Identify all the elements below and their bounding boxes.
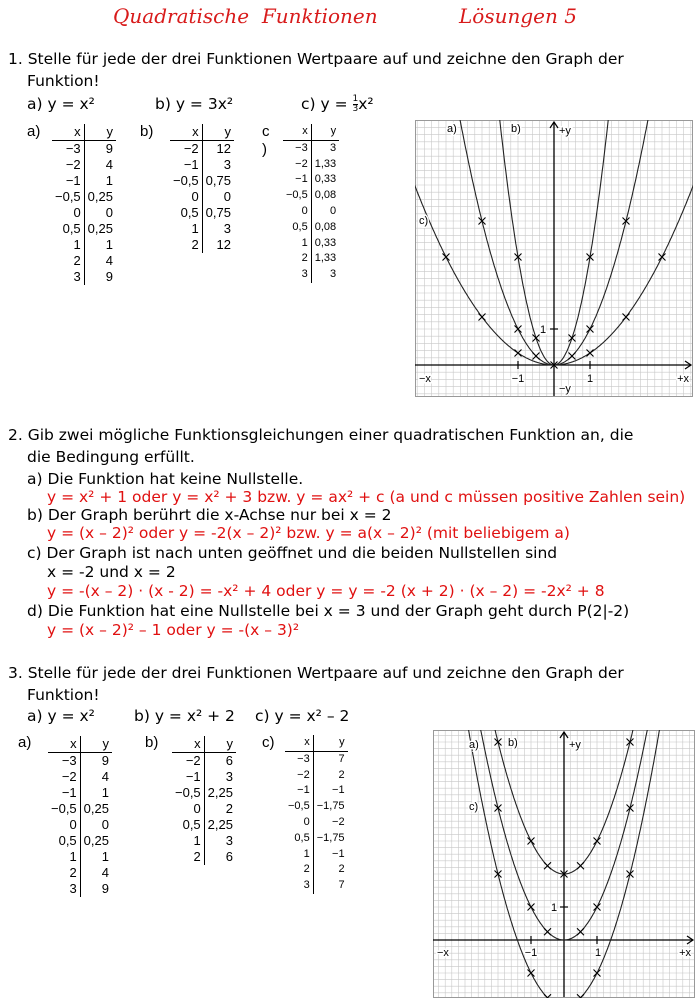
curve-a-label: a) (447, 123, 457, 135)
task3-function-b: b) y = x² + 2 (134, 707, 235, 725)
value-point-marker (569, 335, 576, 342)
x-value-cell: −1 (48, 785, 80, 801)
table-row (285, 862, 348, 878)
task2-c-question-line1: c) Der Graph ist nach unten geöffnet und die beiden Nullstellen sind (27, 544, 558, 562)
table-row (170, 205, 234, 221)
table-row (48, 801, 112, 817)
table-header-y: y (202, 124, 234, 141)
x-value-cell: −0,5 (52, 189, 84, 205)
table-header-x: x (285, 735, 313, 751)
x-axis-label: +x (677, 373, 689, 385)
y-value-cell: 0 (330, 204, 337, 217)
table-row (285, 815, 348, 831)
table-row (170, 157, 234, 173)
table-header-y: y (84, 124, 116, 141)
y-value-cell: 9 (105, 269, 113, 284)
negative-x-axis-label: −x (419, 373, 431, 385)
x-value-cell: −1 (52, 173, 84, 189)
y-value-cell: −1 (332, 784, 345, 797)
table-row (48, 849, 112, 865)
task1-parabola-graph (415, 120, 693, 397)
x-value-cell: −2 (48, 769, 80, 785)
task3-value-table-a (48, 736, 112, 897)
y-value-cell: 1 (101, 849, 109, 864)
x-value-cell: −1 (172, 769, 204, 785)
table-row (48, 833, 112, 849)
x-value-cell: 0 (283, 204, 311, 220)
x-value-cell: −0,5 (283, 188, 311, 204)
y-value-cell: 2 (225, 801, 233, 816)
table-row (285, 878, 348, 894)
table-row (52, 189, 116, 205)
task1-function-c-suffix: x² (358, 95, 374, 113)
table-header-y: y (204, 736, 236, 753)
task1-function-c (301, 95, 374, 114)
value-point-marker (577, 862, 584, 869)
x-value-cell: −3 (48, 753, 80, 770)
x-value-cell: 0,5 (285, 831, 313, 847)
x-value-cell: −1 (285, 783, 313, 799)
y-value-cell: 2 (338, 768, 345, 781)
y-value-cell: 0,25 (87, 221, 113, 236)
table-row (283, 140, 339, 156)
table-row (172, 753, 236, 770)
table-header-y: y (80, 736, 112, 753)
x-value-cell: 0 (170, 189, 202, 205)
y-value-cell: 1 (105, 173, 113, 188)
y-value-cell: 9 (105, 141, 113, 156)
table-header-x: x (172, 736, 204, 753)
x-value-cell: 3 (48, 881, 80, 897)
table-header-y: y (311, 124, 339, 140)
y-value-cell: 12 (216, 237, 231, 252)
solutions-label: Lösungen 5 (459, 4, 577, 28)
table-row (172, 817, 236, 833)
table-row (172, 801, 236, 817)
table-row (48, 753, 112, 770)
y-value-cell: 12 (216, 141, 231, 156)
table-row (283, 172, 339, 188)
negative-x-axis-label: −x (437, 947, 449, 959)
x-axis-label: +x (679, 947, 691, 959)
value-point-marker (569, 353, 576, 360)
x-value-cell: 2 (172, 849, 204, 865)
x-value-cell: 3 (283, 267, 311, 283)
y-value-cell: 0,33 (314, 173, 337, 186)
task1-function-a: a) y = x² (27, 95, 95, 113)
x-value-cell: −0,5 (48, 801, 80, 817)
x-value-cell: −1 (283, 172, 311, 188)
table-header-x: x (48, 736, 80, 753)
y-value-cell: 1 (101, 785, 109, 800)
y-value-cell: 9 (101, 881, 109, 896)
x-value-cell: −2 (52, 157, 84, 173)
fraction-numerator: 1 (352, 94, 359, 104)
x-value-cell: 0,5 (172, 817, 204, 833)
tick-label-y-one: 1 (539, 324, 547, 336)
x-value-cell: −3 (52, 141, 84, 158)
task1-instruction-line2: Funktion! (27, 72, 100, 90)
table-row (285, 751, 348, 767)
table-row (283, 188, 339, 204)
table-row (283, 251, 339, 267)
y-value-cell: 4 (101, 769, 109, 784)
value-point-marker (544, 928, 551, 935)
y-value-cell: 0,08 (314, 220, 337, 233)
y-value-cell: 1,33 (314, 252, 337, 265)
table-header-x: x (52, 124, 84, 141)
y-value-cell: 6 (225, 849, 233, 864)
x-value-cell: 2 (283, 251, 311, 267)
y-value-cell: 7 (338, 752, 345, 765)
x-value-cell: −3 (283, 140, 311, 156)
curve-c-label: c) (419, 215, 429, 227)
x-value-cell: 0 (285, 815, 313, 831)
table-row (170, 189, 234, 205)
y-value-cell: 3 (223, 221, 231, 236)
table-row (52, 141, 116, 158)
x-value-cell: 3 (285, 878, 313, 894)
x-value-cell: 1 (52, 237, 84, 253)
task1-value-table-c (283, 124, 339, 283)
y-value-cell: 0,08 (314, 189, 337, 202)
y-value-cell: 4 (105, 253, 113, 268)
task2-c-question-line2: x = -2 und x = 2 (47, 563, 176, 581)
table-row (283, 236, 339, 252)
y-value-cell: −2 (332, 815, 345, 828)
task3-value-table-c (285, 735, 348, 894)
x-value-cell: 0 (52, 205, 84, 221)
table-row (48, 769, 112, 785)
table-row (52, 173, 116, 189)
x-value-cell: 0,5 (170, 205, 202, 221)
x-value-cell: −0,5 (285, 799, 313, 815)
task1-table-a-label: a) (27, 123, 41, 140)
x-value-cell: −1 (170, 157, 202, 173)
y-value-cell: 3 (225, 769, 233, 784)
curve-b-label: b) (511, 123, 521, 135)
table-header-x: x (170, 124, 202, 141)
table-row (52, 237, 116, 253)
x-value-cell: 1 (283, 236, 311, 252)
x-value-cell: 0,5 (283, 220, 311, 236)
task1-instruction-line1: 1. Stelle für jede der drei Funktionen Wertpaare auf und zeichne den Graph der (8, 50, 624, 68)
y-value-cell: 3 (225, 833, 233, 848)
task2-b-question: b) Der Graph berührt die x-Achse nur bei x = 2 (27, 506, 392, 524)
table-row (172, 785, 236, 801)
task3-function-a: a) y = x² (27, 707, 95, 725)
tick-label-minus-one: −1 (511, 373, 525, 385)
y-value-cell: 2 (338, 863, 345, 876)
tick-label-y-one: 1 (550, 902, 558, 914)
x-value-cell: −3 (285, 751, 313, 767)
task3-instruction-line1: 3. Stelle für jede der drei Funktionen Wertpaare auf und zeichne den Graph der (8, 664, 624, 682)
x-value-cell: 2 (48, 865, 80, 881)
task3-table-c-label: c) (262, 734, 275, 751)
y-value-cell: 0,75 (205, 173, 231, 188)
x-value-cell: −2 (170, 141, 202, 158)
table-row (283, 267, 339, 283)
task1-function-c-prefix: c) y = (301, 95, 353, 113)
tick-label-one: 1 (594, 947, 602, 959)
value-point-marker (533, 353, 540, 360)
table-row (172, 769, 236, 785)
task2-a-answer: y = x² + 1 oder y = x² + 3 bzw. y = ax² + c (a und c müssen positive Zahlen sein) (47, 488, 686, 506)
y-value-cell: 0,75 (205, 205, 231, 220)
table-row (172, 833, 236, 849)
table-row (52, 157, 116, 173)
negative-y-axis-label: −y (559, 383, 571, 395)
x-value-cell: −2 (285, 768, 313, 784)
table-row (48, 881, 112, 897)
table-row (172, 849, 236, 865)
x-value-cell: 3 (52, 269, 84, 285)
value-point-marker (577, 928, 584, 935)
y-value-cell: 3 (223, 157, 231, 172)
x-value-cell: 0 (48, 817, 80, 833)
x-value-cell: 2 (285, 862, 313, 878)
y-value-cell: −1,75 (316, 831, 345, 844)
task2-instruction-line1: 2. Gib zwei mögliche Funktionsgleichungen einer quadratischen Funktion an, die (8, 426, 634, 444)
curve-b-label: b) (508, 737, 518, 749)
table-row (283, 157, 339, 173)
task3-table-a-label: a) (18, 734, 32, 751)
y-value-cell: 7 (338, 879, 345, 892)
x-value-cell: 1 (48, 849, 80, 865)
y-value-cell: 4 (101, 865, 109, 880)
y-value-cell: 0 (223, 189, 231, 204)
x-value-cell: −2 (283, 157, 311, 173)
task2-instruction-line2: die Bedingung erfüllt. (27, 448, 195, 466)
y-value-cell: 4 (105, 157, 113, 172)
table-header-x: x (283, 124, 311, 140)
fraction-denominator: 3 (352, 104, 359, 114)
x-value-cell: 1 (285, 847, 313, 863)
y-value-cell: 0 (105, 205, 113, 220)
y-value-cell: −1 (332, 847, 345, 860)
table-row (48, 865, 112, 881)
table-row (170, 141, 234, 158)
y-value-cell: 6 (225, 753, 233, 768)
y-value-cell: 0,25 (83, 801, 109, 816)
task2-d-answer: y = (x – 2)² – 1 oder y = -(x – 3)² (47, 621, 300, 639)
task1-table-c-label-paren: ) (262, 141, 267, 158)
curve-c-label: c) (469, 801, 479, 813)
x-value-cell: 2 (170, 237, 202, 253)
table-header-y: y (313, 735, 347, 751)
y-axis-label: +y (559, 125, 571, 137)
task2-b-answer: y = (x – 2)² oder y = -2(x – 2)² bzw. y = a(x – 2)² (mit beliebigem a) (47, 524, 570, 542)
y-value-cell: 9 (101, 753, 109, 768)
curve-a-label: a) (469, 739, 479, 751)
x-value-cell: 1 (172, 833, 204, 849)
table-row (285, 831, 348, 847)
y-value-cell: −1,75 (316, 800, 345, 813)
task1-value-table-b (170, 124, 234, 253)
table-row (52, 253, 116, 269)
y-axis-label: +y (569, 739, 581, 751)
task1-table-b-label: b) (140, 123, 154, 140)
task3-instruction-line2: Funktion! (27, 686, 100, 704)
page-title: Quadratische Funktionen (113, 4, 378, 28)
x-value-cell: −2 (172, 753, 204, 770)
task3-parabola-graph (433, 730, 695, 998)
x-value-cell: −0,5 (170, 173, 202, 189)
table-row (285, 783, 348, 799)
table-row (52, 269, 116, 285)
x-value-cell: 1 (170, 221, 202, 237)
y-value-cell: 0,25 (87, 189, 113, 204)
table-row (285, 768, 348, 784)
task1-value-table-a (52, 124, 116, 285)
table-row (285, 799, 348, 815)
y-value-cell: 1,33 (314, 157, 337, 170)
table-row (48, 785, 112, 801)
task1-function-b: b) y = 3x² (155, 95, 234, 113)
y-value-cell: 1 (105, 237, 113, 252)
task1-table-c-label: c (262, 123, 270, 140)
x-value-cell: 0 (172, 801, 204, 817)
tick-label-one: 1 (586, 373, 594, 385)
y-value-cell: 0,33 (314, 236, 337, 249)
x-value-cell: 0,5 (52, 221, 84, 237)
table-row (52, 205, 116, 221)
value-point-marker (533, 335, 540, 342)
table-row (285, 847, 348, 863)
x-value-cell: −0,5 (172, 785, 204, 801)
y-value-cell: 3 (330, 268, 337, 281)
table-row (170, 237, 234, 253)
task2-a-question: a) Die Funktion hat keine Nullstelle. (27, 470, 304, 488)
table-row (52, 221, 116, 237)
task2-d-question: d) Die Funktion hat eine Nullstelle bei x = 3 und der Graph geht durch P(2|-2) (27, 602, 630, 620)
y-value-cell: 2,25 (207, 785, 233, 800)
value-point-marker (544, 862, 551, 869)
y-value-cell: 0 (101, 817, 109, 832)
task3-value-table-b (172, 736, 236, 865)
table-row (170, 173, 234, 189)
table-row (48, 817, 112, 833)
table-row (283, 204, 339, 220)
x-value-cell: 2 (52, 253, 84, 269)
task3-function-c: c) y = x² – 2 (255, 707, 350, 725)
y-value-cell: 2,25 (207, 817, 233, 832)
y-value-cell: 3 (330, 141, 337, 154)
table-row (170, 221, 234, 237)
task2-c-answer: y = -(x – 2) · (x - 2) = -x² + 4 oder y = y = -2 (x + 2) · (x – 2) = -2x² + 8 (47, 582, 605, 600)
table-row (283, 220, 339, 236)
tick-label-minus-one: −1 (524, 947, 538, 959)
task3-table-b-label: b) (145, 734, 159, 751)
x-value-cell: 0,5 (48, 833, 80, 849)
y-value-cell: 0,25 (83, 833, 109, 848)
